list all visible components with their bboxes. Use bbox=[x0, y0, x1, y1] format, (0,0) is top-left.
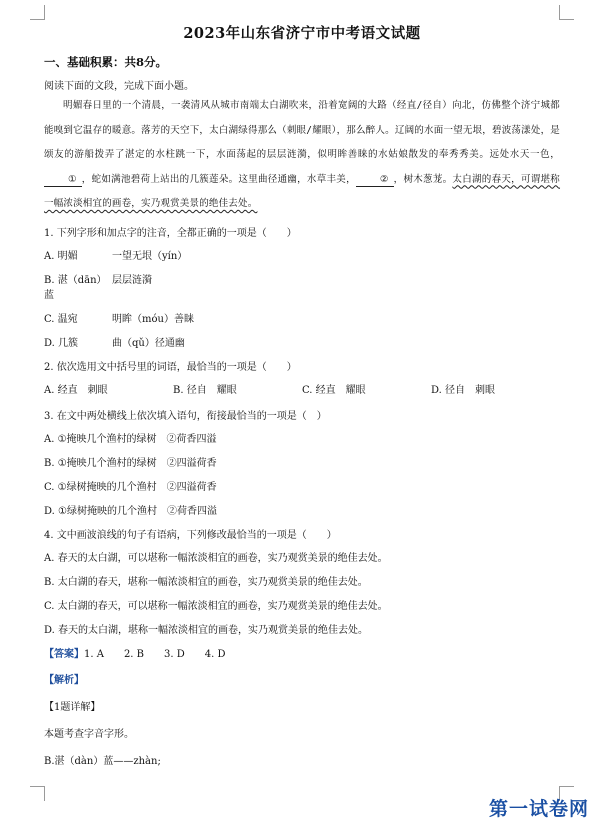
question-3-option-a: A. ①掩映几个渔村的绿树 ②荷香四溢 bbox=[44, 433, 217, 445]
question-2-option-d: D. 径自 刺眼 bbox=[431, 384, 496, 396]
reading-passage bbox=[44, 94, 560, 217]
question-4-option-a: A. 春天的太白湖，可以堪称一幅浓淡相宜的画卷，实乃观赏美景的绝佳去处。 bbox=[44, 552, 388, 564]
site-watermark: 第一试卷网 bbox=[488, 798, 589, 820]
question-4-option-c: C. 太白湖的春天，可以堪称一幅浓淡相宜的画卷，实乃观赏美景的绝佳去处。 bbox=[44, 600, 388, 612]
question-3-option-b: B. ①掩映几个渔村的绿树 ②四溢荷香 bbox=[44, 457, 217, 469]
answer-text: 1. A 2. B 3. D 4. D bbox=[84, 648, 226, 660]
crop-mark-top-right bbox=[559, 5, 574, 20]
answer-tag: 【答案】 bbox=[44, 648, 84, 660]
detail-option-b: B.湛（dàn）蓝——zhàn; bbox=[44, 755, 161, 767]
question-1-option-d: D. 几簇 曲（qǔ）径通幽 bbox=[44, 337, 185, 349]
passage-part-3: ，树木葱茏。 bbox=[393, 173, 453, 185]
question-1-option-a: A. 明媚 一望无垠（yín） bbox=[44, 250, 188, 262]
crop-mark-bottom-left bbox=[30, 786, 45, 801]
question-2-options bbox=[44, 381, 560, 396]
question-2-option-b: B. 径自 耀眼 bbox=[173, 384, 237, 396]
question-1-option-b: B. 湛（dān）蓝 层层涟漪 bbox=[44, 274, 152, 301]
question-3-option-c: C. ①绿树掩映的几个渔村 ②四溢荷香 bbox=[44, 481, 217, 493]
question-1-stem: 1. 下列字形和加点字的注音，全都正确的一项是（ ） bbox=[44, 227, 297, 239]
question-4-option-d: D. 春天的太白湖，堪称一幅浓淡相宜的画卷，实乃观赏美景的绝佳去处。 bbox=[44, 624, 369, 636]
passage-part-2: ，蛇如满池碧荷上站出的几簇莲朵。这里曲径通幽，水草丰美， bbox=[81, 173, 356, 185]
question-1-option-c: C. 温宛 明眸（móu）善睐 bbox=[44, 313, 194, 325]
detail-text: 本题考查字音字形。 bbox=[44, 728, 134, 740]
blank-1: ① bbox=[44, 174, 82, 187]
document-page bbox=[44, 18, 560, 779]
detail-heading: 【1题详解】 bbox=[44, 701, 101, 713]
question-2-option-a: A. 经直 刺眼 bbox=[44, 384, 108, 396]
question-4-stem: 4. 文中画波浪线的句子有语病，下列修改最恰当的一项是（ ） bbox=[44, 529, 337, 541]
analysis-tag: 【解析】 bbox=[44, 674, 84, 686]
blank-2: ② bbox=[356, 174, 394, 187]
passage-part-1: 明媚春日里的一个清晨，一袭清风从城市南端太白湖吹来，沿着宽阔的大路（经直/径自）向北，仿佛整个济宁城都能嗅到它温存的暖意。落芳的天空下，太白湖绿得那么（刺眼/耀眼），那么醉人。辽阔的水面一望无垠，碧波荡漾处，是颂友的游船拨弄了湛定的水柱跳一下，水面荡起的层层涟漪，似明眸善睐的水姑娘散发的奉秀秀美。远处水天一色， bbox=[44, 100, 560, 160]
page-title: 2023年山东省济宁市中考语文试题 bbox=[183, 25, 421, 42]
reading-instruction: 阅读下面的文段，完成下面小题。 bbox=[44, 81, 194, 92]
crop-mark-top-left bbox=[30, 5, 45, 20]
question-4-option-b: B. 太白湖的春天，堪称一幅浓淡相宜的画卷，实乃观赏美景的绝佳去处。 bbox=[44, 576, 368, 588]
answer-line bbox=[44, 645, 560, 660]
question-2-option-c: C. 经直 耀眼 bbox=[302, 384, 366, 396]
question-3-stem: 3. 在文中两处横线上依次填入语句，衔接最恰当的一项是（ ） bbox=[44, 410, 327, 422]
question-3-option-d: D. ①绿树掩映的几个渔村 ②荷香四溢 bbox=[44, 505, 217, 517]
wavy-underlined-sentence: 太白湖的春天，可谓堪称一幅浓淡相宜的画卷，实乃观赏美景的绝佳去处。 bbox=[44, 173, 561, 209]
question-2-stem: 2. 依次选用文中括号里的词语，最恰当的一项是（ ） bbox=[44, 361, 297, 373]
section-heading: 一、基础积累：共8分。 bbox=[44, 55, 168, 69]
